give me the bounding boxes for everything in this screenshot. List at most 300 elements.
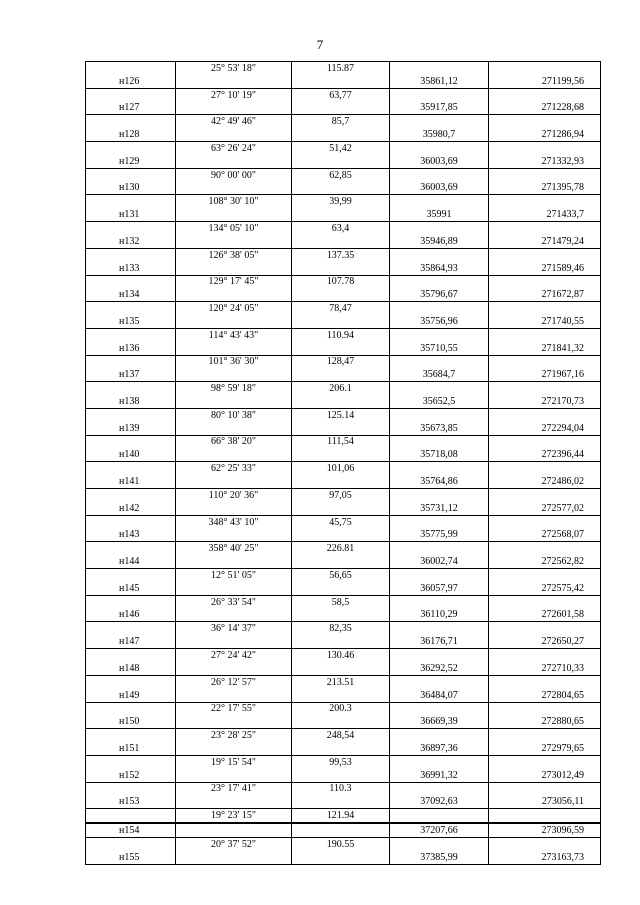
segment-row: [86, 275, 601, 288]
segment-row: [86, 515, 601, 528]
direction-angle-cell: [176, 502, 292, 515]
point-name-cell: [86, 622, 176, 635]
x-coordinate-cell: [390, 809, 489, 823]
segment-length-cell: [292, 529, 390, 542]
segment-row: [86, 168, 601, 181]
point-row: [86, 555, 601, 568]
x-coordinate-cell: [390, 649, 489, 662]
point-name-cell: [86, 569, 176, 582]
direction-angle-cell: 22° 17' 55": [176, 702, 292, 715]
segment-length-cell: 101,06: [292, 462, 390, 475]
point-name-cell: [86, 328, 176, 341]
x-coordinate-cell: [390, 355, 489, 368]
point-name-cell: н134: [86, 288, 176, 301]
direction-angle-cell: 80° 10' 38": [176, 408, 292, 421]
direction-angle-cell: [176, 315, 292, 328]
segment-length-cell: 63,77: [292, 88, 390, 101]
point-name-cell: [86, 222, 176, 235]
direction-angle-cell: [176, 795, 292, 808]
direction-angle-cell: [176, 715, 292, 728]
y-coordinate-cell: [489, 837, 601, 850]
x-coordinate-cell: [390, 222, 489, 235]
x-coordinate-cell: 37385,99: [390, 851, 489, 864]
x-coordinate-cell: [390, 382, 489, 395]
point-name-cell: н131: [86, 208, 176, 221]
x-coordinate-cell: [390, 569, 489, 582]
y-coordinate-cell: [489, 222, 601, 235]
segment-length-cell: [292, 475, 390, 488]
segment-row: [86, 622, 601, 635]
direction-angle-cell: [176, 635, 292, 648]
segment-length-cell: 206.1: [292, 382, 390, 395]
segment-length-cell: [292, 769, 390, 782]
segment-length-cell: 226.81: [292, 542, 390, 555]
x-coordinate-cell: [390, 489, 489, 502]
x-coordinate-cell: 36484,07: [390, 689, 489, 702]
point-name-cell: [86, 115, 176, 128]
direction-angle-cell: [176, 851, 292, 864]
direction-angle-cell: 98° 59' 18": [176, 382, 292, 395]
segment-length-cell: [292, 75, 390, 88]
point-name-cell: н135: [86, 315, 176, 328]
point-row: [86, 368, 601, 381]
y-coordinate-cell: 271286,94: [489, 128, 601, 141]
direction-angle-cell: [176, 769, 292, 782]
point-name-cell: н126: [86, 75, 176, 88]
x-coordinate-cell: [390, 195, 489, 208]
y-coordinate-cell: [489, 62, 601, 75]
y-coordinate-cell: [489, 142, 601, 155]
direction-angle-cell: [176, 235, 292, 248]
point-row: [86, 823, 601, 837]
segment-length-cell: [292, 422, 390, 435]
segment-length-cell: [292, 823, 390, 837]
point-name-cell: н128: [86, 128, 176, 141]
x-coordinate-cell: [390, 515, 489, 528]
segment-length-cell: [292, 235, 390, 248]
x-coordinate-cell: 35731,12: [390, 502, 489, 515]
point-name-cell: [86, 302, 176, 315]
y-coordinate-cell: [489, 755, 601, 768]
point-row: [86, 851, 601, 864]
direction-angle-cell: [176, 395, 292, 408]
x-coordinate-cell: 35673,85: [390, 422, 489, 435]
y-coordinate-cell: [489, 542, 601, 555]
y-coordinate-cell: 271740,55: [489, 315, 601, 328]
x-coordinate-cell: [390, 62, 489, 75]
x-coordinate-cell: [390, 702, 489, 715]
y-coordinate-cell: 272568,07: [489, 529, 601, 542]
x-coordinate-cell: 35864,93: [390, 262, 489, 275]
direction-angle-cell: [176, 155, 292, 168]
point-name-cell: н129: [86, 155, 176, 168]
x-coordinate-cell: 36292,52: [390, 662, 489, 675]
x-coordinate-cell: 35684,7: [390, 368, 489, 381]
y-coordinate-cell: 272710,33: [489, 662, 601, 675]
x-coordinate-cell: [390, 782, 489, 795]
segment-length-cell: 115.87: [292, 62, 390, 75]
x-coordinate-cell: 35718,08: [390, 448, 489, 461]
point-name-cell: н154: [86, 823, 176, 837]
direction-angle-cell: [176, 102, 292, 115]
point-row: [86, 75, 601, 88]
y-coordinate-cell: 272170,73: [489, 395, 601, 408]
point-row: [86, 795, 601, 808]
x-coordinate-cell: 35980,7: [390, 128, 489, 141]
direction-angle-cell: 26° 12' 57": [176, 675, 292, 688]
segment-length-cell: [292, 288, 390, 301]
point-name-cell: [86, 649, 176, 662]
segment-length-cell: [292, 155, 390, 168]
x-coordinate-cell: [390, 729, 489, 742]
direction-angle-cell: [176, 448, 292, 461]
x-coordinate-cell: [390, 675, 489, 688]
point-name-cell: н148: [86, 662, 176, 675]
direction-angle-cell: 42° 49' 46": [176, 115, 292, 128]
direction-angle-cell: 36° 14' 37": [176, 622, 292, 635]
point-row: [86, 128, 601, 141]
segment-row: [86, 355, 601, 368]
x-coordinate-cell: 36003,69: [390, 182, 489, 195]
point-name-cell: н139: [86, 422, 176, 435]
segment-row: [86, 569, 601, 582]
y-coordinate-cell: [489, 195, 601, 208]
point-name-cell: [86, 515, 176, 528]
segment-row: [86, 435, 601, 448]
point-row: [86, 315, 601, 328]
x-coordinate-cell: 35756,96: [390, 315, 489, 328]
point-name-cell: [86, 462, 176, 475]
x-coordinate-cell: 35764,86: [390, 475, 489, 488]
segment-length-cell: 63,4: [292, 222, 390, 235]
direction-angle-cell: [176, 262, 292, 275]
y-coordinate-cell: [489, 595, 601, 608]
x-coordinate-cell: [390, 328, 489, 341]
y-coordinate-cell: [489, 782, 601, 795]
x-coordinate-cell: [390, 115, 489, 128]
point-name-cell: н151: [86, 742, 176, 755]
x-coordinate-cell: 36669,39: [390, 715, 489, 728]
y-coordinate-cell: 273012,49: [489, 769, 601, 782]
x-coordinate-cell: 35917,85: [390, 102, 489, 115]
point-row: [86, 529, 601, 542]
point-row: [86, 662, 601, 675]
x-coordinate-cell: 37092,63: [390, 795, 489, 808]
y-coordinate-cell: [489, 489, 601, 502]
segment-length-cell: 45,75: [292, 515, 390, 528]
y-coordinate-cell: [489, 328, 601, 341]
segment-row: [86, 302, 601, 315]
page-number: 7: [316, 37, 324, 52]
direction-angle-cell: 110° 20' 36": [176, 489, 292, 502]
x-coordinate-cell: 35796,67: [390, 288, 489, 301]
y-coordinate-cell: 271479,24: [489, 235, 601, 248]
point-name-cell: н141: [86, 475, 176, 488]
point-row: [86, 689, 601, 702]
x-coordinate-cell: 36897,36: [390, 742, 489, 755]
direction-angle-cell: [176, 742, 292, 755]
point-name-cell: [86, 355, 176, 368]
point-name-cell: [86, 782, 176, 795]
segment-row: [86, 408, 601, 421]
point-name-cell: н146: [86, 609, 176, 622]
direction-angle-cell: [176, 208, 292, 221]
x-coordinate-cell: [390, 88, 489, 101]
segment-length-cell: 85,7: [292, 115, 390, 128]
direction-angle-cell: 90° 00' 00": [176, 168, 292, 181]
x-coordinate-cell: 36176,71: [390, 635, 489, 648]
segment-length-cell: 200.3: [292, 702, 390, 715]
segment-length-cell: 56,65: [292, 569, 390, 582]
direction-angle-cell: 23° 17' 41": [176, 782, 292, 795]
segment-length-cell: [292, 368, 390, 381]
point-name-cell: н144: [86, 555, 176, 568]
segment-length-cell: [292, 851, 390, 864]
segment-length-cell: 62,85: [292, 168, 390, 181]
x-coordinate-cell: 35710,55: [390, 342, 489, 355]
x-coordinate-cell: 36002,74: [390, 555, 489, 568]
segment-length-cell: 51,42: [292, 142, 390, 155]
direction-angle-cell: 66° 38' 20": [176, 435, 292, 448]
y-coordinate-cell: [489, 675, 601, 688]
y-coordinate-cell: 272601,58: [489, 609, 601, 622]
direction-angle-cell: 27° 10' 19": [176, 88, 292, 101]
segment-row: [86, 195, 601, 208]
y-coordinate-cell: 271395,78: [489, 182, 601, 195]
direction-angle-cell: 101° 36' 30": [176, 355, 292, 368]
segment-row: [86, 328, 601, 341]
direction-angle-cell: 114° 43' 43": [176, 328, 292, 341]
direction-angle-cell: [176, 128, 292, 141]
x-coordinate-cell: [390, 542, 489, 555]
x-coordinate-cell: [390, 837, 489, 850]
x-coordinate-cell: [390, 622, 489, 635]
point-name-cell: н127: [86, 102, 176, 115]
point-name-cell: [86, 755, 176, 768]
y-coordinate-cell: 271332,93: [489, 155, 601, 168]
direction-angle-cell: [176, 368, 292, 381]
point-row: [86, 582, 601, 595]
segment-row: [86, 702, 601, 715]
point-name-cell: [86, 62, 176, 75]
segment-row: [86, 675, 601, 688]
x-coordinate-cell: 35652,5: [390, 395, 489, 408]
point-row: [86, 342, 601, 355]
point-name-cell: н152: [86, 769, 176, 782]
point-name-cell: н132: [86, 235, 176, 248]
direction-angle-cell: 19° 23' 15": [176, 809, 292, 823]
segment-row: [86, 115, 601, 128]
direction-angle-cell: [176, 182, 292, 195]
y-coordinate-cell: [489, 622, 601, 635]
segment-length-cell: [292, 128, 390, 141]
direction-angle-cell: [176, 288, 292, 301]
segment-row: [86, 542, 601, 555]
point-name-cell: [86, 408, 176, 421]
point-name-cell: н145: [86, 582, 176, 595]
y-coordinate-cell: [489, 515, 601, 528]
point-name-cell: н136: [86, 342, 176, 355]
point-name-cell: н150: [86, 715, 176, 728]
segment-row: [86, 809, 601, 823]
segment-length-cell: [292, 742, 390, 755]
point-row: [86, 742, 601, 755]
point-name-cell: [86, 837, 176, 850]
y-coordinate-cell: [489, 88, 601, 101]
segment-row: [86, 88, 601, 101]
segment-length-cell: [292, 182, 390, 195]
direction-angle-cell: 134° 05' 10": [176, 222, 292, 235]
direction-angle-cell: 26° 33' 54": [176, 595, 292, 608]
y-coordinate-cell: 271228,68: [489, 102, 601, 115]
segment-length-cell: [292, 262, 390, 275]
segment-length-cell: 128,47: [292, 355, 390, 368]
x-coordinate-cell: 37207,66: [390, 823, 489, 837]
segment-length-cell: 248,54: [292, 729, 390, 742]
point-name-cell: [86, 809, 176, 823]
point-name-cell: [86, 382, 176, 395]
point-name-cell: [86, 275, 176, 288]
y-coordinate-cell: [489, 649, 601, 662]
y-coordinate-cell: 271967,16: [489, 368, 601, 381]
segment-row: [86, 382, 601, 395]
y-coordinate-cell: [489, 302, 601, 315]
y-coordinate-cell: 271433,7: [489, 208, 601, 221]
direction-angle-cell: 19° 15' 54": [176, 755, 292, 768]
x-coordinate-cell: [390, 755, 489, 768]
direction-angle-cell: 120° 24' 05": [176, 302, 292, 315]
y-coordinate-cell: [489, 248, 601, 261]
segment-length-cell: [292, 502, 390, 515]
segment-length-cell: 125.14: [292, 408, 390, 421]
y-coordinate-cell: 272562,82: [489, 555, 601, 568]
y-coordinate-cell: [489, 809, 601, 823]
segment-length-cell: [292, 208, 390, 221]
point-row: [86, 102, 601, 115]
coordinates-table: [85, 61, 601, 865]
point-name-cell: н149: [86, 689, 176, 702]
segment-length-cell: 110.94: [292, 328, 390, 341]
x-coordinate-cell: [390, 248, 489, 261]
point-name-cell: [86, 595, 176, 608]
segment-length-cell: 97,05: [292, 489, 390, 502]
y-coordinate-cell: 272294,04: [489, 422, 601, 435]
segment-length-cell: [292, 795, 390, 808]
y-coordinate-cell: [489, 702, 601, 715]
direction-angle-cell: 23° 28' 25": [176, 729, 292, 742]
y-coordinate-cell: 273163,73: [489, 851, 601, 864]
segment-length-cell: 78,47: [292, 302, 390, 315]
point-name-cell: [86, 88, 176, 101]
y-coordinate-cell: 272486,02: [489, 475, 601, 488]
segment-length-cell: 111,54: [292, 435, 390, 448]
y-coordinate-cell: 271841,32: [489, 342, 601, 355]
y-coordinate-cell: 273096,59: [489, 823, 601, 837]
point-row: [86, 448, 601, 461]
segment-row: [86, 595, 601, 608]
segment-row: [86, 462, 601, 475]
direction-angle-cell: [176, 475, 292, 488]
direction-angle-cell: [176, 582, 292, 595]
segment-length-cell: 137.35: [292, 248, 390, 261]
direction-angle-cell: [176, 555, 292, 568]
point-name-cell: [86, 435, 176, 448]
point-name-cell: [86, 489, 176, 502]
segment-row: [86, 62, 601, 75]
point-name-cell: н138: [86, 395, 176, 408]
direction-angle-cell: 348° 43' 10": [176, 515, 292, 528]
point-row: [86, 262, 601, 275]
point-row: [86, 609, 601, 622]
x-coordinate-cell: 36057,97: [390, 582, 489, 595]
point-row: [86, 395, 601, 408]
point-name-cell: [86, 702, 176, 715]
segment-length-cell: [292, 395, 390, 408]
point-name-cell: [86, 195, 176, 208]
direction-angle-cell: 25° 53' 18": [176, 62, 292, 75]
x-coordinate-cell: [390, 302, 489, 315]
segment-length-cell: 39,99: [292, 195, 390, 208]
segment-length-cell: [292, 635, 390, 648]
segment-row: [86, 248, 601, 261]
x-coordinate-cell: 35775,99: [390, 529, 489, 542]
direction-angle-cell: 27° 24' 42": [176, 649, 292, 662]
segment-row: [86, 222, 601, 235]
x-coordinate-cell: 35991: [390, 208, 489, 221]
point-name-cell: [86, 542, 176, 555]
x-coordinate-cell: 36991,32: [390, 769, 489, 782]
x-coordinate-cell: 36110,29: [390, 609, 489, 622]
y-coordinate-cell: 272979,65: [489, 742, 601, 755]
x-coordinate-cell: [390, 435, 489, 448]
point-row: [86, 422, 601, 435]
point-row: [86, 155, 601, 168]
segment-row: [86, 729, 601, 742]
direction-angle-cell: 358° 40' 25": [176, 542, 292, 555]
point-name-cell: н137: [86, 368, 176, 381]
point-name-cell: н142: [86, 502, 176, 515]
point-name-cell: [86, 248, 176, 261]
y-coordinate-cell: 272880,65: [489, 715, 601, 728]
segment-length-cell: 190.55: [292, 837, 390, 850]
point-row: [86, 208, 601, 221]
direction-angle-cell: 62° 25' 33": [176, 462, 292, 475]
point-row: [86, 475, 601, 488]
segment-length-cell: [292, 662, 390, 675]
point-row: [86, 635, 601, 648]
y-coordinate-cell: 272396,44: [489, 448, 601, 461]
point-row: [86, 288, 601, 301]
segment-length-cell: 121.94: [292, 809, 390, 823]
segment-length-cell: 130.46: [292, 649, 390, 662]
segment-row: [86, 782, 601, 795]
y-coordinate-cell: [489, 275, 601, 288]
direction-angle-cell: 129° 17' 45": [176, 275, 292, 288]
y-coordinate-cell: 271672,87: [489, 288, 601, 301]
point-name-cell: н133: [86, 262, 176, 275]
direction-angle-cell: 126° 38' 05": [176, 248, 292, 261]
y-coordinate-cell: [489, 115, 601, 128]
y-coordinate-cell: 271589,46: [489, 262, 601, 275]
direction-angle-cell: [176, 342, 292, 355]
y-coordinate-cell: [489, 462, 601, 475]
point-name-cell: н130: [86, 182, 176, 195]
y-coordinate-cell: [489, 729, 601, 742]
point-name-cell: н140: [86, 448, 176, 461]
y-coordinate-cell: 272804,65: [489, 689, 601, 702]
segment-length-cell: [292, 582, 390, 595]
direction-angle-cell: [176, 422, 292, 435]
